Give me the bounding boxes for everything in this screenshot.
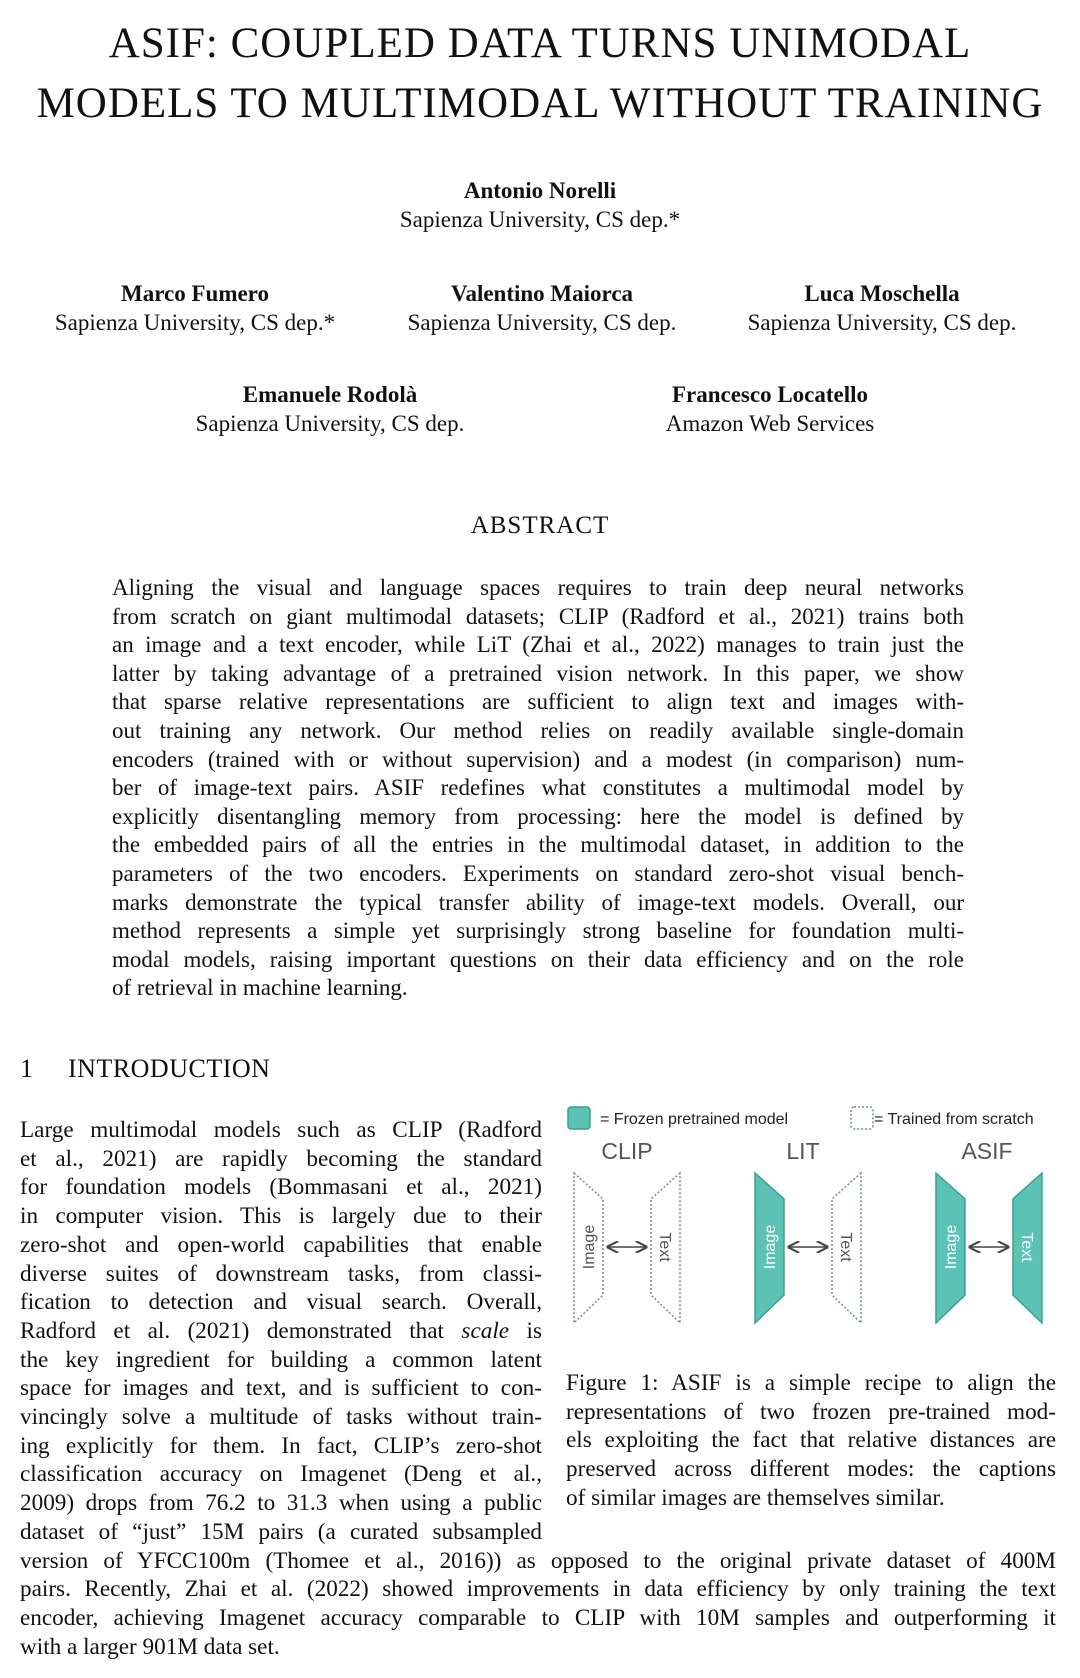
intro-line: space for images and text, and is sufficient to con- xyxy=(20,1375,542,1402)
panel-title-clip: CLIP xyxy=(601,1138,653,1164)
intro-line: vincingly solve a multitude of tasks without train- xyxy=(20,1404,542,1431)
abstract-heading: ABSTRACT xyxy=(470,512,610,539)
intro-line: for foundation models (Bommasani et al., 2021) xyxy=(20,1174,542,1201)
author-affiliation: Sapienza University, CS dep.* xyxy=(54,310,336,335)
abstract-line: explicitly disentangling memory from processing: here the model is defined by xyxy=(112,803,964,829)
abstract-line: marks demonstrate the typical transfer ability of image-text models. Overall, our xyxy=(112,889,964,915)
asif-image-label: Image xyxy=(943,1224,960,1270)
intro-line: zero-shot and open-world capabilities that enable xyxy=(20,1231,542,1258)
abstract-line: ber of image-text pairs. ASIF redefines what constitutes a multimodal model by xyxy=(112,775,964,801)
intro-line: 2009) drops from 76.2 to 31.3 when using a public xyxy=(20,1490,542,1517)
author-name: Marco Fumero xyxy=(121,281,269,306)
abstract-line: method represents a simple yet surprisingly strong baseline for foundation multi- xyxy=(112,918,964,944)
author-name: Emanuele Rodolà xyxy=(242,382,418,407)
author-name: Luca Moschella xyxy=(804,281,960,306)
caption-line: of similar images are themselves similar. xyxy=(566,1484,945,1511)
author-affiliation: Amazon Web Services xyxy=(665,411,875,436)
author-name: Antonio Norelli xyxy=(463,178,617,203)
intro-line: version of YFCC100m (Thomee et al., 2016)) as opposed to the original private dataset of 400M xyxy=(20,1547,1056,1574)
section-number: 1 xyxy=(20,1054,34,1083)
panel-title-asif: ASIF xyxy=(961,1138,1013,1164)
intro-line: Radford et al. (2021) demonstrated that scale is xyxy=(20,1317,542,1344)
intro-line: diverse suites of downstream tasks, from classi- xyxy=(20,1260,542,1287)
author-block xyxy=(20,279,370,337)
abstract-line: modal models, raising important questions on their data efficiency and on the role xyxy=(112,946,964,972)
clip-image-label: Image xyxy=(581,1224,598,1270)
abstract-line: of retrieval in machine learning. xyxy=(112,975,408,1001)
abstract-line: encoders (trained with or without supervision) and a modest (in comparison) num- xyxy=(112,746,964,772)
caption-line: els exploiting the fact that relative distances are xyxy=(566,1427,1056,1454)
intro-line: classification accuracy on Imagenet (Deng et al., xyxy=(20,1461,542,1488)
paper-title xyxy=(0,14,1080,134)
figure-diagram xyxy=(560,1105,1060,1325)
abstract-line: Aligning the visual and language spaces requires to train deep neural networks xyxy=(112,575,964,600)
author-affiliation: Sapienza University, CS dep. xyxy=(195,411,465,436)
section-title: INTRODUCTION xyxy=(68,1054,271,1083)
author-name: Francesco Locatello xyxy=(671,382,869,407)
author-block xyxy=(340,176,740,234)
legend-frozen-swatch xyxy=(568,1107,590,1129)
caption-line: preserved across different modes: the captions xyxy=(566,1456,1056,1483)
intro-line: dataset of “just” 15M pairs (a curated subsampled xyxy=(20,1518,542,1545)
author-block xyxy=(372,279,712,337)
abstract-line: that sparse relative representations are sufficient to align text and images with- xyxy=(112,689,964,715)
author-block xyxy=(620,380,920,438)
intro-line: with a larger 901M data set. xyxy=(20,1633,280,1660)
abstract-body xyxy=(112,574,964,1003)
legend-trained-swatch xyxy=(851,1107,873,1129)
intro-line: the key ingredient for building a common latent xyxy=(20,1346,542,1373)
author-affiliation: Sapienza University, CS dep. xyxy=(407,310,677,335)
caption-line: representations of two frozen pre-trained mod- xyxy=(566,1398,1056,1425)
intro-line: et al., 2021) are rapidly becoming the standard xyxy=(20,1145,542,1172)
author-block xyxy=(160,380,500,438)
lit-text-label: Text xyxy=(837,1232,854,1262)
intro-line: fication to detection and visual search. Overall, xyxy=(20,1289,542,1316)
intro-line: ing explicitly for them. In fact, CLIP’s zero-shot xyxy=(20,1432,542,1459)
lit-image-label: Image xyxy=(762,1224,779,1270)
figure-1 xyxy=(560,1105,1060,1325)
panel-title-lit: LIT xyxy=(786,1138,820,1164)
author-block xyxy=(712,279,1052,337)
section-heading xyxy=(20,1054,270,1084)
legend-frozen-label: = Frozen pretrained model xyxy=(600,1111,789,1128)
title-line-1: ASIF: COUPLED DATA TURNS UNIMODAL xyxy=(108,20,972,67)
title-line-2: MODELS TO MULTIMODAL WITHOUT TRAINING xyxy=(36,80,1044,127)
intro-line: encoder, achieving Imagenet accuracy comparable to CLIP with 10M samples and outperforming it xyxy=(20,1604,1056,1631)
abstract-line: from scratch on giant multimodal datasets; CLIP (Radford et al., 2021) trains both xyxy=(112,603,964,629)
figure-1-caption xyxy=(566,1369,1056,1513)
intro-line: in computer vision. This is largely due to their xyxy=(20,1203,542,1230)
abstract-line: latter by taking advantage of a pretrained vision network. In this paper, we show xyxy=(112,660,964,686)
abstract-line: out training any network. Our method relies on readily available single-domain xyxy=(112,717,964,743)
author-name: Valentino Maiorca xyxy=(450,281,634,306)
clip-text-label: Text xyxy=(656,1232,673,1262)
abstract-line: parameters of the two encoders. Experiments on standard zero-shot visual bench- xyxy=(112,860,964,886)
intro-line: pairs. Recently, Zhai et al. (2022) showed improvements in data efficiency by only training the text xyxy=(20,1576,1056,1603)
intro-line: Large multimodal models such as CLIP (Radford xyxy=(20,1117,542,1143)
author-affiliation: Sapienza University, CS dep.* xyxy=(399,207,681,232)
asif-text-label: Text xyxy=(1018,1232,1035,1262)
abstract-line: an image and a text encoder, while LiT (Zhai et al., 2022) manages to train just the xyxy=(112,632,964,658)
abstract-line: the embedded pairs of all the entries in the multimodal dataset, in addition to the xyxy=(112,832,964,858)
caption-line: Figure 1: ASIF is a simple recipe to align the xyxy=(566,1370,1056,1396)
author-affiliation: Sapienza University, CS dep. xyxy=(747,310,1017,335)
legend-trained-label: = Trained from scratch xyxy=(874,1111,1034,1128)
